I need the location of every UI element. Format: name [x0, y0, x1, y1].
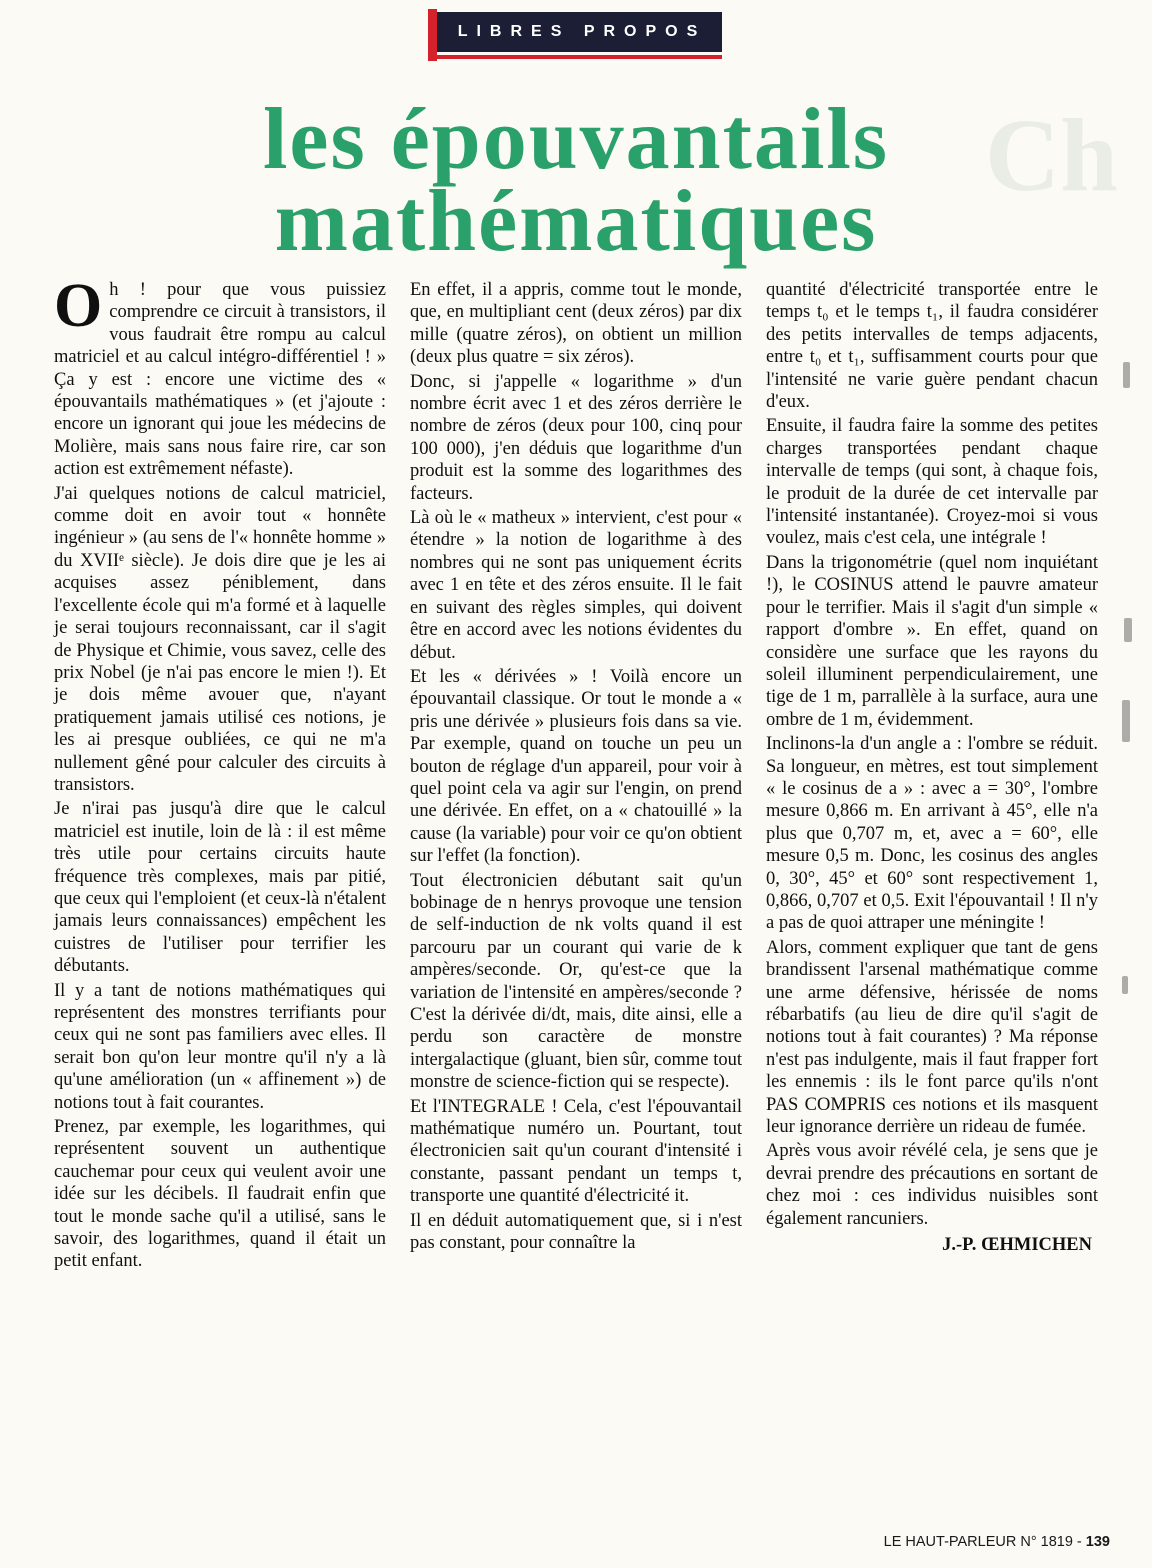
- scan-artifact: [1123, 362, 1130, 388]
- page-header: [0, 0, 1152, 59]
- article-column-1: [54, 272, 386, 1275]
- article-paragraph: quantité d'électricité transportée entre le temps t₀ et le temps t₁, il faudra considérer des petits intervalles de temps adjacents, entre t₀ et t₁, suffisamment courts pour que l'intensité ne varie guère pendant chacun d'eux.: [766, 280, 1098, 413]
- article-title-line1: les épouvantails: [262, 91, 890, 188]
- drop-cap: O: [54, 272, 103, 340]
- page-footer: [884, 1534, 1110, 1550]
- article-paragraph: Alors, comment expliquer que tant de gens brandissent l'arsenal mathématique comme une arme défensive, hérissée de noms rébarbatifs (au lieu de dire qu'il s'agit de notions tout à fait courantes) ? Ma réponse n'est pas indulgente, mais il faut frapper fort les ennemis : ils le font parce qu'ils n'ont PAS COMPRIS ces notions et ils masquent leur ignorance derrière un rideau de fumée.: [766, 937, 1098, 1138]
- article-title-line2: mathématiques: [274, 173, 878, 270]
- section-title: LIBRES PROPOS: [457, 23, 707, 40]
- article-paragraph: Inclinons-la d'un angle a : l'ombre se réduit. Sa longueur, en mètres, est tout simplement « le cosinus de a » : avec a = 30°, l'ombre mesure 0,866 m. En arrivant à 45°, elle n'a plus que 0,707 m, et, avec a = 60°, elle mesure 0,5 m. Donc, les cosinus des angles 0, 30°, 45° et 60° sont respectivement 1, 0,866, 0,707 et 0,5. Exit l'épouvantail ! Il n'y a pas de quoi attraper une méningite !: [766, 734, 1098, 934]
- banner-red-accent: [428, 9, 437, 61]
- article-paragraph: Il en déduit automatiquement que, si i n'est pas constant, pour connaître la: [410, 1210, 742, 1254]
- article-lead-paragraph: Oh ! pour que vous puissiez comprendre ce circuit à transistors, il vous faudrait être rompu au calcul matriciel et au calcul intégro-différentiel ! » Ça y est : encore une victime des « épouvantails mathématiques » (et j'ajoute : encore un ignorant qui joue les médecins de Molière, mais sans nous faire rire, car son action est extrêmement néfaste).: [54, 272, 386, 480]
- section-banner: [430, 12, 723, 59]
- article-column-2: [410, 279, 742, 1275]
- scan-artifact: [1122, 976, 1128, 994]
- author-signature: J.-P. ŒHMICHEN: [942, 1235, 1092, 1256]
- scan-artifact: [1124, 618, 1132, 642]
- article-paragraph: Et les « dérivées » ! Voilà encore un épouvantail classique. Or tout le monde a « pris une dérivée » plusieurs fois dans sa vie. Par exemple, quand on touche un peu un bouton de réglage d'un appareil, pour voir à quel point cela va agir sur l'engin, on prend une dérivée. En effet, on a « chatouillé » la cause (la variable) pour voir ce qu'on obtient sur l'effet (la fonction).: [410, 666, 742, 867]
- article-paragraph: Je n'irai pas jusqu'à dire que le calcul matriciel est inutile, loin de là : il est même très utile pour certains circuits haute fréquence très complexes, mais par pitié, que ceux qui l'emploient (et ceux-là n'étalent jamais leurs connaissances) empêchent les cuistres de l'utiliser pour terrifier les débutants.: [54, 799, 386, 977]
- banner-red-rule: [430, 55, 723, 59]
- journal-issue-label: LE HAUT-PARLEUR N° 1819 -: [883, 1534, 1086, 1550]
- bleedthrough-text: Ch: [985, 98, 1118, 213]
- article-paragraph: Prenez, par exemple, les logarithmes, qui représentent souvent un authentique cauchemar pour ceux qui veulent avoir une idée sur les décibels. Il faudrait enfin que tout le monde sache qu'il a utilisé, sans le savoir, des logarithmes, quand il était un petit enfant.: [54, 1117, 386, 1272]
- article-paragraph: En effet, il a appris, comme tout le monde, que, en multipliant cent (deux zéros) par dix mille (quatre zéros), on obtient un million (deux plus quatre = six zéros).: [410, 280, 742, 368]
- article-paragraph: Donc, si j'appelle « logarithme » d'un nombre écrit avec 1 et des zéros derrière le nombre de zéros (deux pour 100, cinq pour 100 000), j'en déduis que logarithme d'un produit est la somme des logarithmes des facteurs.: [410, 371, 742, 504]
- scan-artifact: [1122, 700, 1130, 742]
- article-title: [0, 91, 1152, 270]
- article-paragraph: J'ai quelques notions de calcul matriciel, comme doit en avoir tout « honnête ingénieur » (au sens de l'« honnête homme » du XVIIᵉ siècle). Je dois dire que je les ai acquises assez péniblement, dans l'excellente école qui m'a formé et à laquelle je serai toujours reconnaissant, car il s'agit de Physique et Chimie, vous savez, celle des prix Nobel (je n'ai pas encore le mien !). Et je dois même avouer que, n'ayant pratiquement jamais utilisé ces notions, je les ai presque oubliées, ce qui ne m'a nullement gêné pour calculer des circuits à transistors.: [54, 483, 386, 795]
- page-number: 139: [1085, 1534, 1110, 1550]
- banner-box: [430, 12, 723, 52]
- article-paragraph: Tout électronicien débutant sait qu'un bobinage de n henrys provoque une tension de self-induction de nk volts quand il est parcouru par un courant qui varie de k ampères/seconde. Or, qu'est-ce que la variation de l'intensité en ampères/seconde ? C'est la dérivée di/dt, mais, dite ainsi, elle a perdu son caractère de monstre intergalactique (gluant, bien sûr, comme tout monstre de science-fiction qui se respecte).: [410, 870, 742, 1093]
- article-paragraph: Dans la trigonométrie (quel nom inquiétant !), le COSINUS attend le pauvre amateur pour le terrifier. Mais il s'agit d'un simple « rapport d'ombre ». En effet, quand on considère une surface que les rayons du soleil illuminent perpendiculairement, une tige de 1 m, parrallèle à la surface, aura une ombre de 1 m, évidemment.: [766, 552, 1098, 730]
- article-body: [0, 272, 1152, 1275]
- article-paragraph: Il y a tant de notions mathématiques qui représentent des monstres terrifiants pour ceux qui ne sont pas familiers avec elles. Il serait bon qu'on leur montre qu'il n'y a là qu'une amélioration (un « affinement ») de notions tout à fait courantes.: [54, 980, 386, 1113]
- article-paragraph: Ensuite, il faudra faire la somme des petites charges transportées pendant chaque intervalle de temps (qui sont, à chaque fois, le produit de la durée de cet intervalle par l'intensité instantanée). Croyez-moi si vous voulez, mais c'est cela, une intégrale !: [766, 416, 1098, 549]
- article-paragraph: Là où le « matheux » intervient, c'est pour « étendre » la notion de logarithme à des nombres qui ne sont pas uniquement écrits avec 1 en tête et des zéros ensuite. Il le fait en suivant des règles simples, qui doivent être en accord avec les notions évidentes du début.: [410, 508, 742, 663]
- article-paragraph: Après vous avoir révélé cela, je sens que je devrai prendre des précautions en sortant de chez moi : ces individus nuisibles sont également rancuniers.: [766, 1141, 1098, 1229]
- article-paragraph: Et l'INTEGRALE ! Cela, c'est l'épouvantail mathématique numéro un. Pourtant, tout électronicien sait qu'un courant d'intensité i constante, passant pendant un temps t, transporte une quantité d'électricité it.: [410, 1096, 742, 1207]
- article-column-3: [766, 279, 1098, 1275]
